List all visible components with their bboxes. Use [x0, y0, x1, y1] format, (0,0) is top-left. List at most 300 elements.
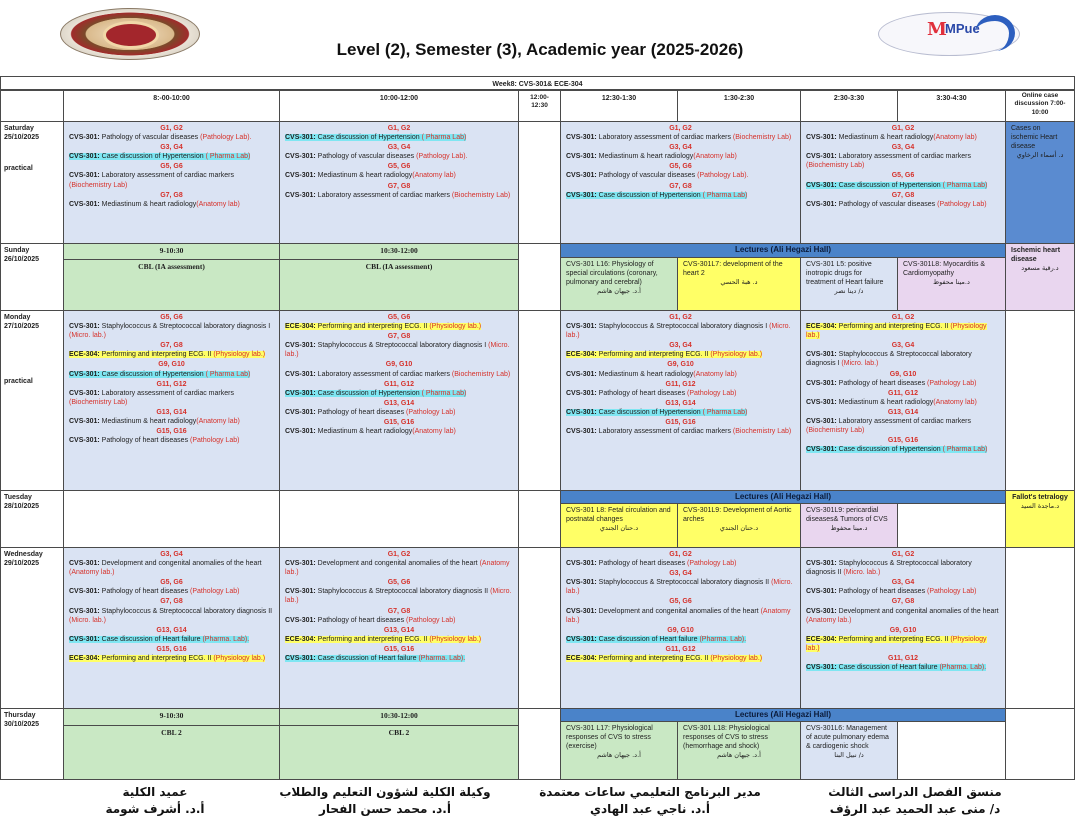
session-entry: [285, 616, 513, 625]
signature-role: عميد الكلية: [122, 785, 188, 799]
session-text: [69, 608, 272, 624]
online-topic: Cases on ischemic Heart disease: [1011, 125, 1058, 151]
session-entry: [806, 587, 1000, 596]
thu-break: [518, 708, 561, 780]
session-text: [806, 608, 999, 624]
session-lab: (Anatomy lab.): [69, 569, 115, 577]
session-lab: (Biochemistry Lab): [451, 370, 511, 378]
course-code: CVS-301:: [806, 398, 837, 406]
course-code: CVS-301:: [69, 200, 100, 208]
group-label: G1, G2: [891, 125, 915, 132]
session-topic: Development and congenital anomalies of the heart: [836, 607, 999, 615]
online-lecturer: د.رقية مسعود: [1021, 264, 1059, 273]
session-text: [69, 636, 249, 643]
lecture-title: CVS-301 L16: Physiology of special circulations (coronary, pulmonary and cerebral): [566, 261, 658, 287]
sun-time-a: [63, 243, 280, 260]
course-code: CVS-301:: [285, 560, 316, 568]
session-text: [69, 588, 239, 595]
group-label: G13, G14: [383, 399, 415, 407]
session-text: [69, 134, 252, 141]
session-lab: (Anatomy lab): [933, 398, 977, 406]
sat-slot-a: [63, 121, 280, 244]
online-lecturer: د.ماجدة السيد: [1020, 502, 1060, 511]
session-text: [69, 437, 239, 444]
session-entry: [806, 322, 1000, 340]
session-text: [285, 655, 465, 662]
group-label: G13, G14: [383, 626, 415, 634]
sat-slot-c: [560, 121, 801, 244]
course-code: CVS-301:: [566, 134, 597, 142]
session-topic: Performing and interpreting ECG. II: [99, 351, 214, 359]
session-topic: Performing and interpreting ECG. II: [836, 323, 951, 331]
session-topic: Staphylococcus & Streptococcal laboratory diagnosis II: [806, 560, 972, 577]
header-2: 12:00- 12:30: [518, 90, 561, 122]
session-text: [806, 351, 972, 367]
session-lab: (Biochemistry Lab): [806, 162, 865, 170]
session-topic: Laboratory assessment of cardiac markers: [315, 370, 452, 378]
session-topic: Performing and interpreting ECG. II: [596, 655, 711, 663]
session-lab: (Micro. lab.): [69, 616, 106, 624]
session-topic: Pathology of heart diseases: [836, 379, 928, 387]
thu-lecture-1: [560, 721, 678, 780]
session-topic: Staphylococcus & Streptococcal laboratory diagnosis II: [99, 607, 273, 615]
session-topic: Case discussion of Heart failure: [836, 664, 940, 672]
page-title: Level (2), Semester (3), Academic year (2025-2026): [336, 40, 744, 59]
session-topic: Staphylococcus & Streptococcal laboratory diagnosis II: [596, 579, 772, 587]
session-entry: [69, 559, 274, 577]
session-topic: Mediastinum & heart radiology: [836, 134, 934, 142]
course-code: CVS-301:: [69, 134, 100, 142]
session-entry: [285, 191, 513, 200]
group-label: G5, G6: [160, 163, 183, 171]
thu-lecture-3: [800, 721, 898, 780]
group-label: G11, G12: [665, 380, 696, 388]
faculty-logo: [60, 8, 200, 60]
day-date: 26/10/2025: [4, 256, 40, 264]
session-text: [566, 390, 736, 397]
session-entry: [285, 654, 513, 663]
session-entry: [566, 654, 795, 663]
session-entry: [566, 635, 795, 644]
session-text: [69, 390, 234, 406]
session-topic: Case discussion of Heart failure: [99, 635, 203, 643]
course-code: CVS-301:: [566, 579, 597, 587]
course-code: CVS-301:: [69, 323, 100, 331]
session-lab: (Pathology Lab): [190, 437, 240, 445]
session-entry: [69, 417, 274, 426]
mon-slot-d: [800, 310, 1006, 491]
thu-cbl-b: [279, 725, 519, 780]
session-text: [285, 636, 481, 643]
header-0: 8:-00-10:00: [63, 90, 280, 122]
session-entry: [566, 133, 795, 142]
signature-name: أ.د. ناجي عبد الهادي: [590, 802, 710, 817]
session-text: [69, 172, 234, 188]
group-label: G15, G16: [665, 419, 696, 427]
group-label: G3, G4: [387, 144, 411, 152]
signature-name: أ.د. أشرف شومة: [105, 802, 205, 817]
group-label: G7, G8: [387, 333, 411, 341]
course-code: CVS-301:: [566, 408, 597, 416]
course-code: CVS-301:: [69, 437, 100, 445]
group-label: G7, G8: [891, 191, 915, 199]
wed-online: [1005, 547, 1075, 709]
course-code: CVS-301:: [566, 635, 597, 643]
program-logo: [878, 12, 1020, 56]
session-topic: Pathology of heart diseases: [315, 408, 407, 416]
session-text: [806, 380, 976, 387]
session-entry: [285, 370, 513, 379]
course-code: CVS-301:: [806, 418, 837, 426]
session-entry: [566, 171, 795, 180]
wed-slot-d: [800, 547, 1006, 709]
session-text: [285, 172, 456, 179]
day-name: Monday: [4, 314, 31, 321]
lecture-lecturer: د/ نبيل البنا: [834, 751, 864, 760]
session-topic: Laboratory assessment of cardiac markers: [596, 428, 733, 436]
session-entry: [806, 200, 1000, 209]
group-label: G5, G6: [160, 579, 183, 587]
course-code: CVS-301:: [566, 153, 597, 161]
session-text: [806, 399, 977, 406]
session-lab: (Biochemistry Lab): [69, 398, 128, 406]
cbl-label: CBL (IA assessment): [138, 262, 205, 271]
session-lab: (Pathology Lab): [406, 616, 456, 624]
session-text: [69, 323, 270, 339]
session-lab: (Physiology lab.): [710, 655, 763, 663]
session-entry: [285, 389, 513, 398]
session-entry: [69, 322, 274, 340]
course-code: CVS-301:: [69, 172, 100, 180]
session-lab: (Physiology lab.): [806, 635, 987, 652]
session-entry: [285, 427, 513, 436]
session-lab: (Physiology lab.): [429, 635, 482, 643]
session-text: [69, 655, 265, 662]
thu-online: [1005, 708, 1075, 780]
session-topic: Performing and interpreting ECG. II: [99, 655, 214, 663]
session-entry: [806, 417, 1000, 435]
session-topic: Laboratory assessment of cardiac markers: [596, 134, 733, 142]
course-code: CVS-301:: [285, 588, 316, 596]
day-tuesday: [0, 490, 64, 548]
session-text: [566, 560, 736, 567]
course-code: CVS-301:: [69, 389, 100, 397]
course-code: CVS-301:: [806, 379, 837, 387]
course-code: CVS-301:: [566, 389, 597, 397]
session-lab: (Anatomy lab.): [285, 560, 510, 577]
course-code: CVS-301:: [69, 418, 100, 426]
group-label: G11, G12: [384, 380, 414, 388]
session-text: [566, 655, 762, 662]
day-date: 28/10/2025: [4, 503, 40, 511]
lecture-lecturer: د/ دينا نصر: [834, 287, 864, 296]
lecture-lecturer: د.مينا محفوظ: [933, 278, 970, 287]
session-topic: Pathology of heart diseases: [596, 389, 688, 397]
session-topic: Performing and interpreting ECG. II: [315, 323, 430, 331]
course-code: CVS-301:: [69, 607, 100, 615]
session-lab: (Biochemistry Lab): [806, 427, 865, 435]
tue-slot-a: [63, 490, 280, 548]
day-name: Sunday: [4, 247, 30, 254]
session-topic: Pathology of vascular diseases: [99, 134, 201, 142]
cbl-label: CBL 2: [161, 728, 182, 737]
course-code: CVS-301:: [285, 428, 316, 436]
session-topic: Pathology of heart diseases: [315, 616, 407, 624]
tue-lecture-bar: Lectures (Ali Hegazi Hall): [560, 490, 1006, 504]
group-label: G1, G2: [669, 551, 692, 558]
session-text: [566, 134, 791, 141]
day-date: 27/10/2025: [4, 323, 40, 331]
online-topic: Ischemic heart disease: [1011, 247, 1061, 264]
session-lab: ( Pharma Lab): [205, 370, 251, 378]
mon-online: [1005, 310, 1075, 491]
session-entry: [566, 427, 795, 436]
signature-coordinator: [800, 784, 1030, 819]
lecture-lecturer: د.حنان الجندي: [599, 524, 639, 533]
tue-slot-b: [279, 490, 519, 548]
sat-break: [518, 121, 561, 244]
day-saturday: [0, 121, 64, 244]
group-label: G7, G8: [160, 598, 183, 606]
session-lab: (Anatomy lab.): [806, 616, 852, 624]
session-topic: Pathology of heart diseases: [596, 560, 688, 568]
session-text: [566, 608, 791, 624]
cbl-time: 10:30-12:00: [380, 711, 418, 720]
sun-lecture-4: [897, 257, 1006, 311]
signature-program-director: [535, 784, 765, 819]
session-text: [69, 418, 240, 425]
group-label: G1, G2: [387, 125, 411, 132]
session-lab: (Physiology lab.): [806, 323, 987, 340]
session-text: [806, 636, 987, 652]
session-text: [806, 153, 971, 169]
session-text: [806, 446, 987, 453]
course-code: CVS-301:: [806, 588, 837, 596]
signature-role: مدير البرنامج التعليمي ساعات معتمدة: [539, 785, 761, 799]
group-label: G15, G16: [156, 645, 187, 653]
session-text: [69, 371, 250, 378]
session-text: [285, 371, 510, 378]
session-entry: [566, 408, 795, 417]
group-label: G9, G10: [667, 626, 694, 634]
session-entry: [806, 663, 1000, 672]
session-lab: (Pathology Lab): [687, 560, 737, 568]
session-text: [566, 172, 749, 179]
group-label: G11, G12: [156, 380, 187, 388]
day-name: Saturday: [4, 125, 34, 132]
session-entry: [806, 398, 1000, 407]
session-lab: ( Pharma Lab): [421, 389, 467, 397]
group-label: G9, G10: [667, 361, 694, 369]
session-topic: Laboratory assessment of cardiac markers: [315, 191, 452, 199]
group-label: G5, G6: [387, 163, 411, 171]
session-lab: ( Pharma Lab): [942, 446, 988, 454]
session-topic: Pathology of vascular diseases: [836, 200, 938, 208]
session-text: [566, 192, 747, 199]
signature-role: وكيلة الكلية لشؤون التعليم والطلاب: [279, 785, 491, 799]
session-lab: (Biochemistry Lab): [451, 191, 511, 199]
group-label: G5, G6: [387, 579, 411, 587]
session-text: [285, 390, 466, 397]
session-topic: Case discussion of Hypertension: [99, 153, 206, 161]
session-text: [566, 428, 791, 435]
session-entry: [285, 322, 513, 331]
group-label: G13, G14: [665, 399, 696, 407]
group-label: G13, G14: [156, 408, 187, 416]
group-label: G3, G4: [669, 570, 692, 578]
session-lab: (Physiology lab.): [213, 351, 266, 359]
session-entry: [806, 133, 1000, 142]
day-monday: [0, 310, 64, 491]
program-logo-m-glyph: M: [927, 19, 947, 40]
session-text: [285, 192, 510, 199]
group-label: G1, G2: [669, 125, 692, 132]
session-entry: [69, 389, 274, 407]
session-entry: [285, 341, 513, 359]
sat-slot-b: [279, 121, 519, 244]
lecture-title: CVS-301L9: Development of Aortic arches: [683, 507, 792, 524]
session-topic: Case discussion of Hypertension: [836, 446, 943, 454]
group-label: G11, G12: [888, 389, 918, 397]
session-entry: [566, 322, 795, 340]
sun-online: [1005, 243, 1075, 311]
session-lab: (Pharma. Lab).: [418, 655, 466, 663]
session-entry: [285, 587, 513, 605]
session-lab: (Physiology lab.): [710, 351, 763, 359]
header-5: 2:30-3:30: [800, 90, 898, 122]
session-topic: Mediastinum & heart radiology: [315, 172, 413, 180]
mon-slot-a: [63, 310, 280, 491]
cbl-time: 9-10:30: [159, 246, 184, 255]
session-topic: Case discussion of Heart failure: [315, 655, 419, 663]
session-topic: Staphylococcus & Streptococcal laboratory diagnosis I: [806, 351, 972, 368]
day-name: Tuesday: [4, 494, 32, 501]
header-4: 1:30-2:30: [677, 90, 801, 122]
session-entry: [806, 181, 1000, 190]
group-label: G9, G10: [889, 370, 917, 378]
signature-vice-dean: [270, 784, 500, 819]
session-topic: Development and congenital anomalies of the heart: [315, 560, 480, 568]
session-entry: [69, 200, 274, 209]
session-text: [806, 134, 977, 141]
lecture-title: CVS-301L6: Management of acute pulmonary edema & cardiogenic shock: [806, 725, 889, 751]
header-1: 10:00-12:00: [279, 90, 519, 122]
cbl-time: 9-10:30: [159, 711, 184, 720]
sun-time-b: [279, 243, 519, 260]
session-text: [566, 351, 762, 358]
day-date: 25/10/2025: [4, 134, 40, 142]
session-text: [806, 182, 987, 189]
tue-empty: [897, 503, 1006, 548]
group-label: G1, G2: [387, 551, 411, 558]
cbl-label: CBL 2: [388, 728, 410, 737]
session-text: [566, 636, 746, 643]
wed-slot-c: [560, 547, 801, 709]
session-text: [285, 323, 481, 330]
course-code: CVS-301:: [566, 607, 597, 615]
course-code: CVS-301:: [285, 172, 316, 180]
group-label: G9, G10: [158, 361, 185, 369]
sat-slot-d: [800, 121, 1006, 244]
session-topic: Staphylococcus & Streptococcal laboratory diagnosis I: [315, 342, 489, 350]
course-code: ECE-304:: [69, 351, 100, 359]
group-label: G15, G16: [156, 428, 187, 436]
session-entry: [566, 350, 795, 359]
session-text: [285, 153, 468, 160]
session-text: [806, 323, 987, 339]
course-code: ECE-304:: [69, 655, 100, 663]
sun-lecture-bar: Lectures (Ali Hegazi Hall): [560, 243, 1006, 258]
group-label: G1, G2: [160, 125, 183, 132]
course-code: CVS-301:: [69, 560, 100, 568]
mon-slot-b: [279, 310, 519, 491]
mon-break: [518, 310, 561, 491]
session-text: [806, 664, 986, 671]
session-lab: (Biochemistry Lab): [69, 181, 128, 189]
sun-break: [518, 243, 561, 311]
session-entry: [285, 635, 513, 644]
session-entry: [566, 191, 795, 200]
sat-online: [1005, 121, 1075, 244]
session-lab: (Pharma. Lab).: [939, 664, 987, 672]
day-date: 29/10/2025: [4, 560, 40, 568]
session-text: [69, 153, 250, 160]
session-lab: (Micro. lab.): [843, 569, 881, 577]
course-code: CVS-301:: [285, 370, 316, 378]
session-entry: [806, 350, 1000, 368]
group-label: G5, G6: [891, 172, 915, 180]
session-entry: [285, 133, 513, 142]
group-label: G11, G12: [665, 645, 696, 653]
session-entry: [285, 408, 513, 417]
session-lab: (Pathology Lab): [927, 379, 977, 387]
course-code: CVS-301:: [806, 446, 837, 454]
group-label: G3, G4: [891, 342, 915, 350]
session-lab: (Anatomy lab): [196, 418, 240, 426]
tue-break: [518, 490, 561, 548]
session-topic: Pathology of heart diseases: [99, 588, 191, 596]
lecture-title: CVS-301L8: Myocarditis & Cardiomyopathy: [903, 261, 986, 278]
group-label: G5, G6: [387, 314, 411, 321]
signature-role: منسق الفصل الدراسى الثالث: [828, 785, 1002, 799]
course-code: CVS-301:: [806, 153, 837, 161]
group-label: G15, G16: [887, 437, 919, 445]
tue-lecture-2: [677, 503, 801, 548]
course-code: CVS-301:: [285, 655, 316, 663]
course-code: CVS-301:: [806, 200, 837, 208]
thu-lecture-bar: Lectures (Ali Hegazi Hall): [560, 708, 1006, 722]
cbl-label: CBL (IA assessment): [365, 262, 433, 271]
session-lab: (Micro. lab.): [285, 588, 512, 605]
tue-lecture-1: [560, 503, 678, 548]
session-topic: Mediastinum & heart radiology: [99, 418, 197, 426]
week-header: Week8: CVS-301& ECE-304: [0, 76, 1075, 90]
group-label: G7, G8: [669, 182, 692, 190]
online-topic: Fallot's tetralogy: [1012, 494, 1068, 501]
course-code: ECE-304:: [566, 655, 597, 663]
sun-cbl-b: [279, 259, 519, 311]
session-lab: (Anatomy lab): [412, 172, 456, 180]
group-label: G7, G8: [160, 342, 183, 350]
lecture-title: CVS-301 L8: Fetal circulation and postnatal changes: [566, 507, 671, 524]
session-entry: [285, 559, 513, 577]
session-lab: ( Pharma Lab): [942, 181, 988, 189]
session-lab: (Physiology lab.): [429, 323, 482, 331]
session-topic: Staphylococcus & Streptococcal laboratory diagnosis I: [596, 323, 770, 331]
session-entry: [566, 607, 795, 625]
course-code: ECE-304:: [806, 635, 837, 643]
session-topic: Mediastinum & heart radiology: [315, 428, 413, 436]
